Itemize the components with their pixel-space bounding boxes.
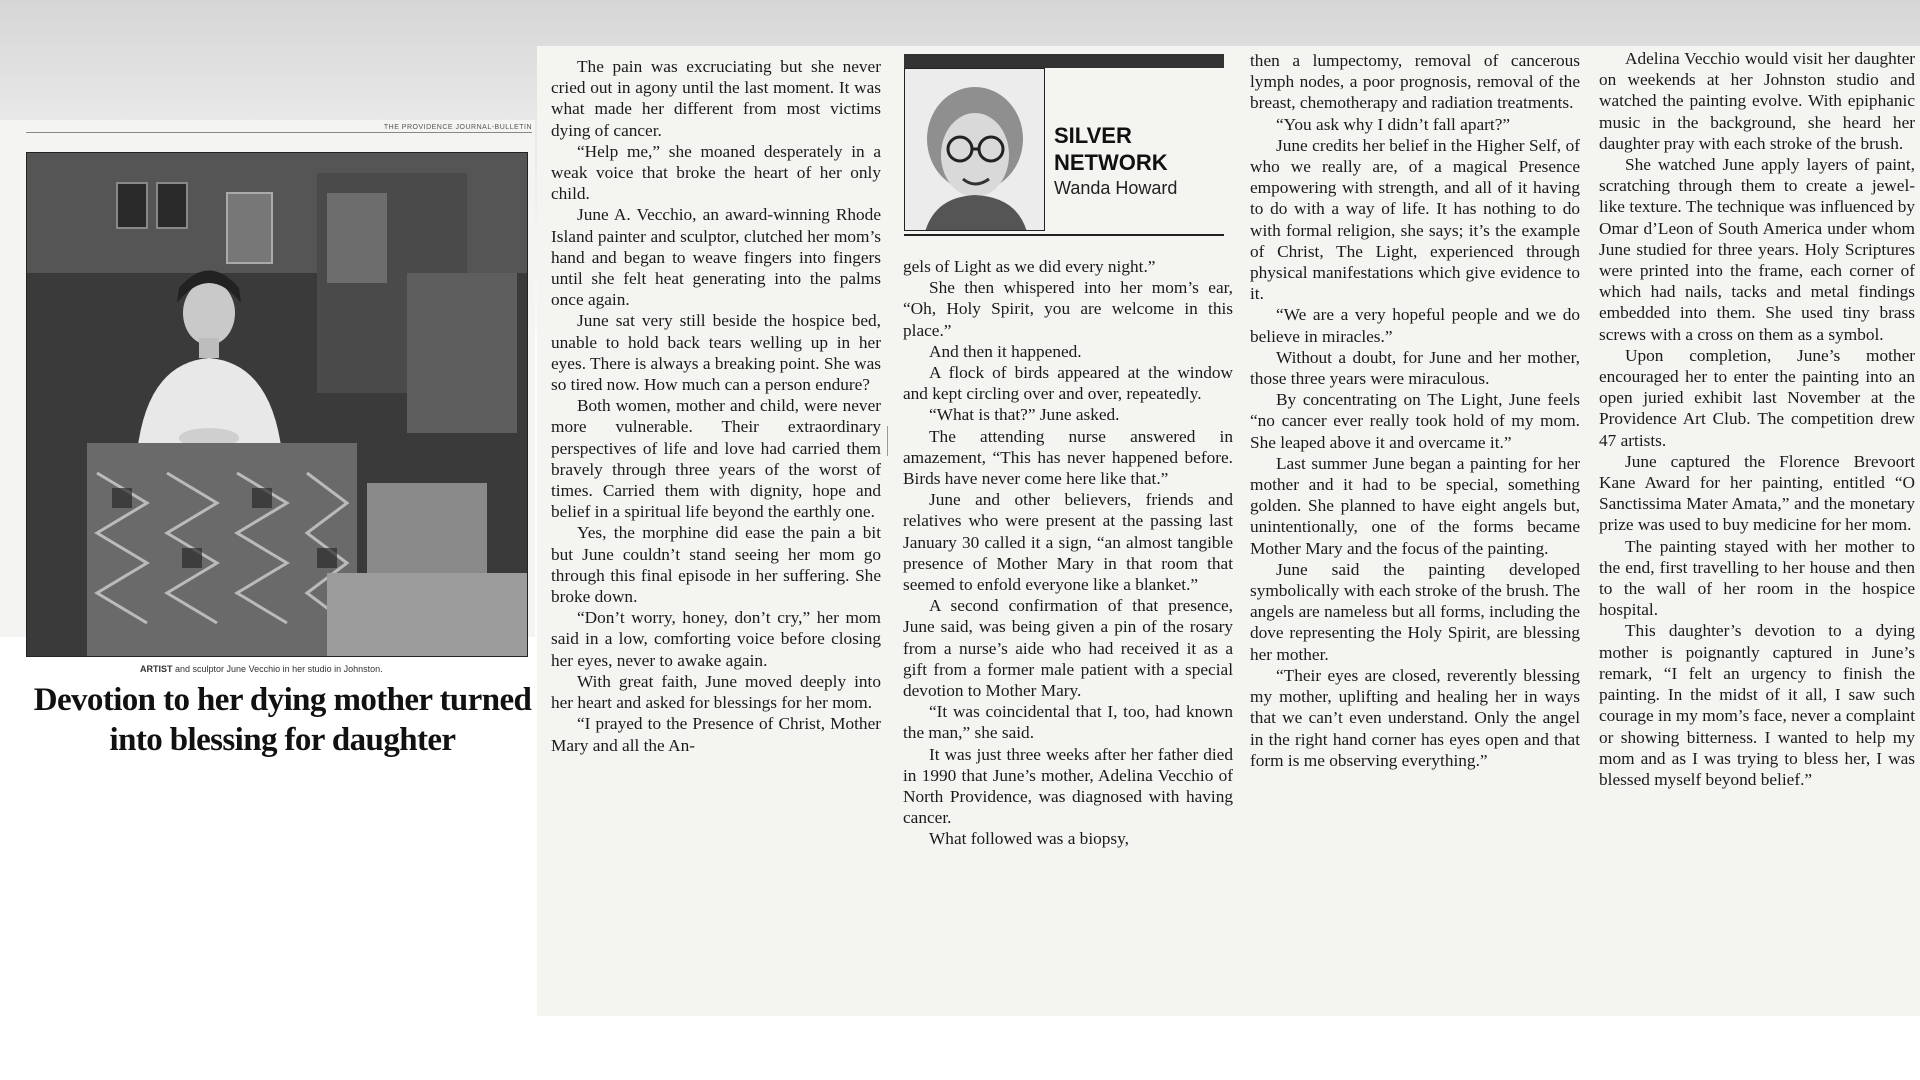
article-paragraph: June credits her belief in the Higher Self, of who we really are, of a magical Presence empowering with strength, and all of it having to do with a way of life. It has nothing to do with formal religion, she says; it’s the example of Christ, The Light, experienced through physical manifestations which give evidence to it. [1250, 135, 1580, 304]
article-paragraph: She watched June apply layers of paint, scratching through them to create a jewel-like texture. The technique was influenced by Omar d’Leon of South America under whom June studied for three years. Holy Scriptures were printed into the frame, each corner of which had nails, tacks and metal findings embedded into them. She used tiny brass screws with a cross on them as a symbol. [1599, 155, 1915, 344]
article-paragraph: By concentrating on The Light, June feels “no cancer ever really took hold of my mom. She leaped above it and overcame it.” [1250, 390, 1580, 452]
article-column-4 [1599, 48, 1915, 998]
article-paragraph: June captured the Florence Brevoort Kane Award for her painting, entitled “O Sanctissima Mater Amata,” and the monetary prize was used to buy medicine for her mom. [1599, 451, 1915, 535]
author-portrait [904, 68, 1045, 231]
article-paragraph: June said the painting developed symbolically with each stroke of the brush. The angels are nameless but all forms, including the dove representing the Holy Spirit, are blessing her mother. [1250, 559, 1580, 664]
article-paragraph: A flock of birds appeared at the window and kept circling over and over, repeatedly. [903, 363, 1233, 404]
column-title-line1: SILVER [1054, 123, 1132, 148]
artist-photo-illustration [27, 153, 528, 657]
photo-caption-text: and sculptor June Vecchio in her studio in Johnston. [175, 664, 383, 674]
article-paragraph: This daughter’s devotion to a dying mother is poignantly captured in June’s remark, “I felt an urgency to finish the painting. In the midst of it all, I saw such courage in my mom’s face, never a complaint or showing bitterness. I wanted to help my mom and as I was trying to bless her, I was blessed myself beyond belief.” [1599, 621, 1915, 789]
article-paragraph: The painting stayed with her mother to the end, first travelling to her house and then to the wall of her room in the hospice hospital. [1599, 536, 1915, 620]
masthead: THE PROVIDENCE JOURNAL-BULLETIN [26, 124, 532, 133]
article-paragraph: “It was coincidental that I, too, had known the man,” she said. [903, 702, 1233, 743]
article-paragraph: then a lumpectomy, removal of cancerous lymph nodes, a poor prognosis, removal of the breast, chemotherapy and radiation treatments. [1250, 51, 1580, 113]
artist-photo [26, 152, 528, 657]
article-paragraph: Last summer June began a painting for her mother and it had to be special, something golden. She planned to have eight angels but, unintentionally, one of the forms became Mother Mary and the focus of the painting. [1250, 453, 1580, 558]
article-paragraph: “What is that?” June asked. [929, 405, 1120, 425]
article-column-3 [1250, 50, 1580, 1000]
article-paragraph: Without a doubt, for June and her mother, those three years were miraculous. [1250, 347, 1580, 389]
column-title-line2: NETWORK [1054, 150, 1168, 175]
author-portrait-illustration [905, 69, 1045, 231]
photo-caption-label: ARTIST [140, 664, 173, 674]
column-title [1054, 122, 1168, 176]
article-paragraph: A second confirmation of that presence, June said, was being given a pin of the rosary from a nurse’s aide who had received it as a gift from a former male patient with a special devotion to Mother Mary. [903, 596, 1233, 701]
article-paragraph: And then it happened. [929, 341, 1082, 361]
article-paragraph: “Don’t worry, honey, don’t cry,” her mom said in a low, comforting voice before closing her eyes, never to awake again. [551, 608, 881, 670]
column-divider [887, 426, 888, 456]
article-paragraph: gels of Light as we did every night.” [903, 257, 1156, 276]
article-body-panel [537, 46, 1920, 1016]
column-author: Wanda Howard [1054, 178, 1178, 198]
headline: Devotion to her dying mother turned into blessing for daughter [33, 682, 532, 758]
article-paragraph: Adelina Vecchio would visit her daughter on weekends at her Johnston studio and watched the painting evolve. With epiphanic music in the background, she heard her daughter pray with each stroke of the brush. [1599, 49, 1915, 153]
article-paragraph: With great faith, June moved deeply into her heart and asked for blessings for her mom. [551, 671, 881, 713]
article-paragraph: Yes, the morphine did ease the pain a bit but June couldn’t stand seeing her mom go through this final episode in her suffering. She broke down. [551, 523, 881, 607]
article-paragraph: The attending nurse answered in amazement, “This has never happened before. Birds have never come here like that.” [903, 426, 1233, 489]
article-paragraph: She then whispered into her mom’s ear, “Oh, Holy Spirit, you are welcome in this place.” [903, 278, 1233, 340]
article-column-1 [551, 56, 881, 996]
article-paragraph: It was just three weeks after her father died in 1990 that June’s mother, Adelina Vecchio of North Providence, was diagnosed with having cancer. [903, 744, 1233, 828]
article-paragraph: “We are a very hopeful people and we do believe in miracles.” [1250, 305, 1580, 346]
article-paragraph: Both women, mother and child, were never more vulnerable. Their extraordinary perspectives of life and love had carried them bravely through three years of the worst of times. Carried them with dignity, hope and belief in a spiritual life beyond the earthly one. [551, 396, 881, 522]
article-paragraph: What followed was a biopsy, [929, 829, 1129, 849]
byline-bar [904, 54, 1224, 68]
article-paragraph: June sat very still beside the hospice bed, unable to hold back tears welling up in her eyes. There is always a breaking point. She was so tired now. How much can a person endure? [551, 311, 881, 395]
article-paragraph: June and other believers, friends and relatives who were present at the passing last January 30 called it a sign, “an almost tangible presence of Mother Mary in that room that seemed to enfold everyone like a blanket.” [903, 490, 1233, 595]
article-paragraph: The pain was excruciating but she never cried out in agony until the last moment. It was what made her different from most victims dying of cancer. [551, 57, 881, 140]
article-paragraph: June A. Vecchio, an award-winning Rhode Island painter and sculptor, clutched her mom’s hand and began to weave fingers into fingers until she felt heat generating into the palms once again. [551, 205, 881, 310]
column-byline [904, 54, 1224, 236]
article-paragraph: “Their eyes are closed, reverently blessing my mother, uplifting and healing her in ways that we can’t even understand. Only the angel in the right hand corner has eyes open and that form is me observing everything.” [1250, 665, 1580, 770]
article-paragraph: “I prayed to the Presence of Christ, Mother Mary and all the An- [551, 714, 881, 755]
clipping-left-panel [0, 120, 535, 758]
article-column-2 [903, 256, 1233, 998]
article-paragraph: “Help me,” she moaned desperately in a weak voice that broke the heart of her only child. [551, 141, 881, 204]
photo-caption [140, 664, 530, 674]
article-paragraph: “You ask why I didn’t fall apart?” [1276, 114, 1511, 134]
article-paragraph: Upon completion, June’s mother encouraged her to enter the painting into an open juried exhibit last November at the Providence Art Club. The competition drew 47 artists. [1599, 345, 1915, 450]
